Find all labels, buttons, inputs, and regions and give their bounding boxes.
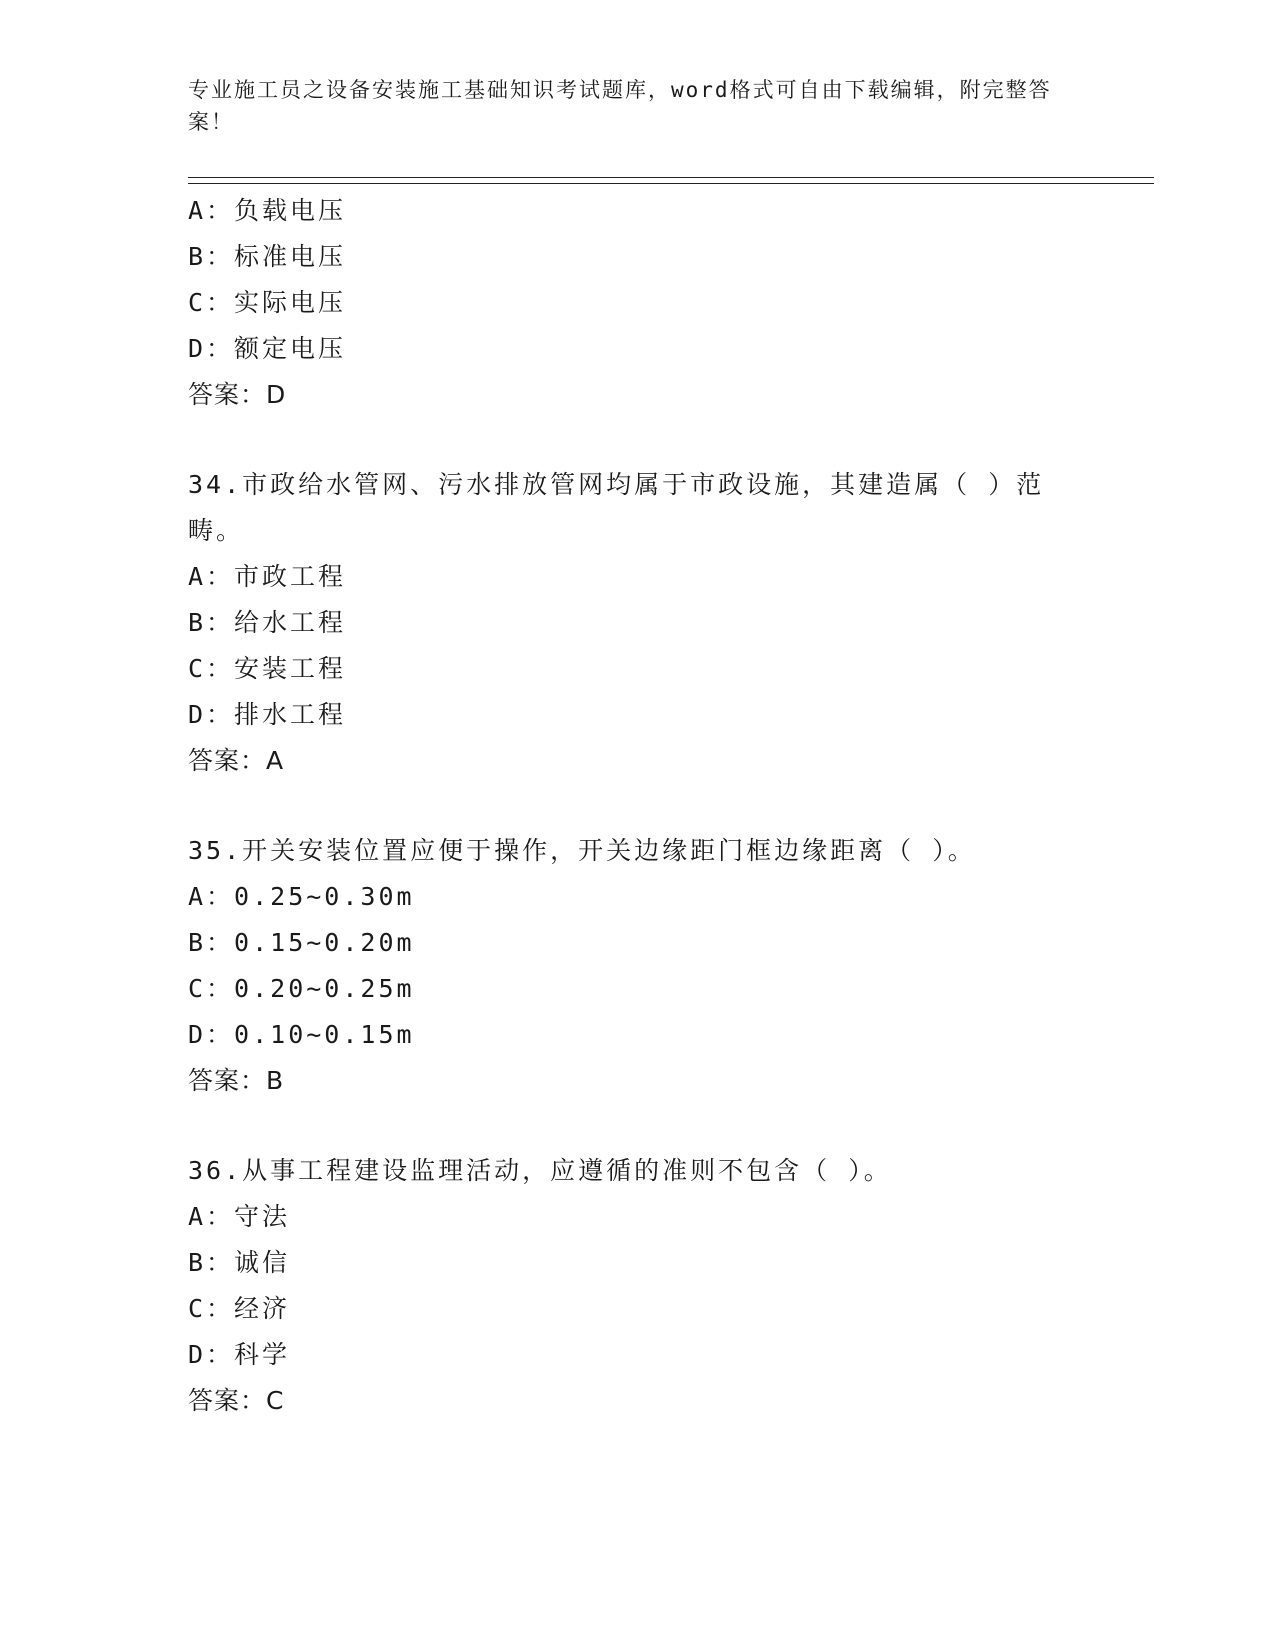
answer-line: 答案：B [188, 1066, 285, 1095]
option-d: D：科学 [188, 1340, 291, 1369]
option-b: B：标准电压 [188, 242, 347, 271]
option-c: C：经济 [188, 1294, 291, 1323]
question-block-36 [188, 1148, 1088, 1424]
answer-line: 答案：C [188, 1386, 285, 1415]
question-block-35 [188, 828, 1088, 1104]
option-d: D：0.10~0.15m [188, 1020, 415, 1049]
question-text: 36.从事工程建设监理活动，应遵循的准则不包含（ ）。 [188, 1156, 892, 1185]
question-text: 35.开关安装位置应便于操作，开关边缘距门框边缘距离（ ）。 [188, 836, 976, 865]
option-c: C：0.20~0.25m [188, 974, 415, 1003]
header-divider-top [188, 177, 1154, 178]
option-c: C：安装工程 [188, 654, 347, 683]
option-a: A：0.25~0.30m [188, 882, 415, 911]
option-b: B：0.15~0.20m [188, 928, 415, 957]
option-c: C：实际电压 [188, 288, 347, 317]
option-b: B：诚信 [188, 1248, 291, 1277]
answer-line: 答案：A [188, 746, 285, 775]
header-text: 专业施工员之设备安装施工基础知识考试题库，word格式可自由下载编辑，附完整答案！ [188, 78, 1052, 134]
spacer [188, 784, 1088, 828]
option-a: A：守法 [188, 1202, 291, 1231]
document-header [188, 74, 1068, 138]
spacer [188, 1104, 1088, 1148]
option-a: A：市政工程 [188, 562, 347, 591]
question-block-partial [188, 188, 1088, 418]
question-list [188, 188, 1088, 1424]
spacer [188, 418, 1088, 462]
question-text: 34.市政给水管网、污水排放管网均属于市政设施，其建造属（ ）范畴。 [188, 470, 1045, 545]
option-a: A：负载电压 [188, 196, 347, 225]
option-d: D：排水工程 [188, 700, 347, 729]
answer-line: 答案：D [188, 380, 287, 409]
question-block-34 [188, 462, 1088, 784]
option-b: B：给水工程 [188, 608, 347, 637]
header-divider-bottom [188, 183, 1154, 184]
option-d: D：额定电压 [188, 334, 347, 363]
